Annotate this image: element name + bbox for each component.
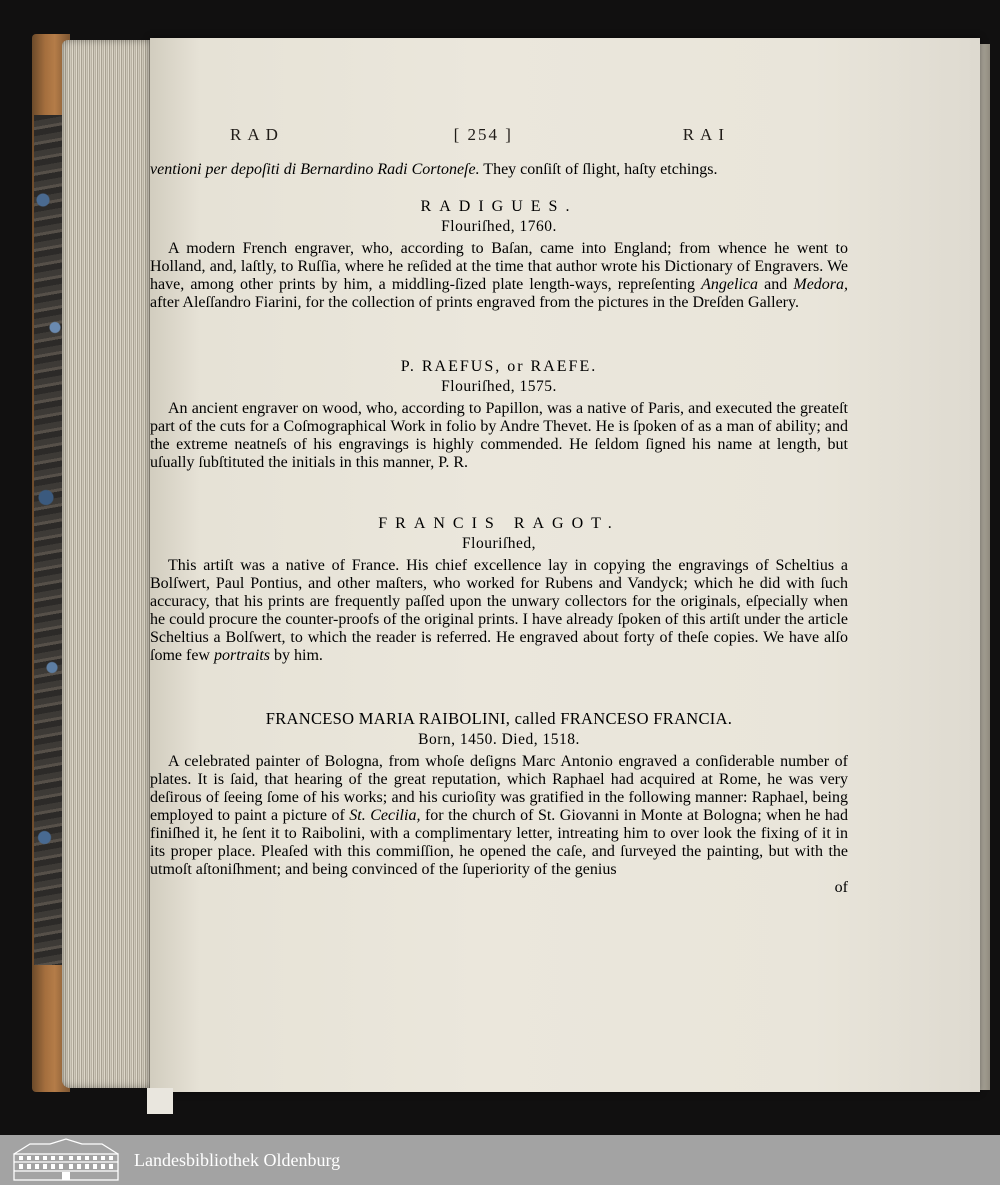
page-tab-marker <box>147 1088 173 1114</box>
entry-subtitle: Flouriſhed, 1575. <box>441 378 557 395</box>
entry-raibolini <box>150 709 848 897</box>
entry-text: A celebrated painter of Bologna, from whoſe deſigns Marc Antonio engraved a conſiderable number of plates. It is ſaid, that hearing of the great reputation, which Raphael had acquired at Rome, he was very deſirous of ſeeing ſome of his works; and his curioſity was gratified in the following manner: Raphael, being employed to paint a picture of St. Cecilia, for the church of St. Giovanni in Monte at Bologna; when he had finiſhed it, he ſent it to Raibolini, with a complimentary letter, intreating him to over look the fixing of it in its proper place. Pleaſed with this commiſſion, he opened the caſe, and ſurveyed the painting, but with the utmoſt aſtoniſhment; and being convinced of the ſuperiority of the genius <box>150 753 849 878</box>
entry-raefus <box>150 358 848 472</box>
intro-text: They conſiſt of ſlight, haſty etchings. <box>479 161 718 178</box>
intro-paragraph <box>150 161 848 179</box>
entry-text: A modern French engraver, who, according to Baſan, came into England; from whence he went to Holland, and, laſtly, to Ruſſia, where he reſided at the time that author wrote his Dictionary of Engravers. We have, among other prints by him, a middling-ſized plate length-ways, repreſenting Angelica and Medora, after Aleſſandro Fiarini, for the collection of prints engraved from the pictures in the Dreſden Gallery. <box>150 240 849 311</box>
page-number: [ 254 ] <box>453 125 513 144</box>
entry-title: FRANCIS RAGOT. <box>378 515 620 532</box>
entry-text: An ancient engraver on wood, who, according to Papillon, was a native of Paris, and executed the greateſt part of the cuts for a Coſmographical Work in folio by Andre Thevet. He is ſpoken of as a man of ability; and the extreme neatneſs of his engravings is highly commended. He ſeldom ſigned his name at length, but uſually ſubſtituted the initials in this manner, P. R. <box>150 400 848 471</box>
page-stack-edges <box>62 40 154 1088</box>
entry-title: P. RAEFUS, or RAEFE. <box>400 358 598 375</box>
catchword: of <box>834 879 848 896</box>
entry-subtitle: Flouriſhed, 1760. <box>441 218 557 235</box>
footer-bar <box>0 1135 1000 1185</box>
marbled-edge <box>34 115 64 965</box>
entry-title: FRANCESO MARIA RAIBOLINI, called FRANCESO FRANCIA. <box>265 709 733 728</box>
entry-radigues <box>150 198 848 312</box>
entry-subtitle: Flouriſhed, <box>462 535 536 552</box>
entry-text: This artiſt was a native of France. His chief excellence lay in copying the engravings of Scheltius a Bolſwert, Paul Pontius, and other maſters, who worked for Rubens and Vandyck; which he did with ſuch accuracy, that his prints are frequently paſſed upon the unwary collectors for the originals, eſpecially when he could procure the counter-proofs of the original prints. I have already ſpoken of this artiſt under the article Scheltius a Bolſwert, to which the reader is referred. He engraved about forty of theſe copies. We have alſo ſome few portraits by him. <box>150 557 848 664</box>
entry-ragot <box>150 515 848 665</box>
running-header <box>230 125 730 145</box>
header-right: RAI <box>682 125 730 144</box>
entry-title: RADIGUES. <box>420 198 578 215</box>
intro-italic: ventioni per depoſiti di Bernardino Radi Cortoneſe. <box>150 161 480 178</box>
header-left: RAD <box>230 125 284 144</box>
library-building-logo-icon <box>10 1138 122 1182</box>
library-name: Landesbibliothek Oldenburg <box>134 1149 341 1170</box>
entry-subtitle: Born, 1450. Died, 1518. <box>418 731 580 748</box>
